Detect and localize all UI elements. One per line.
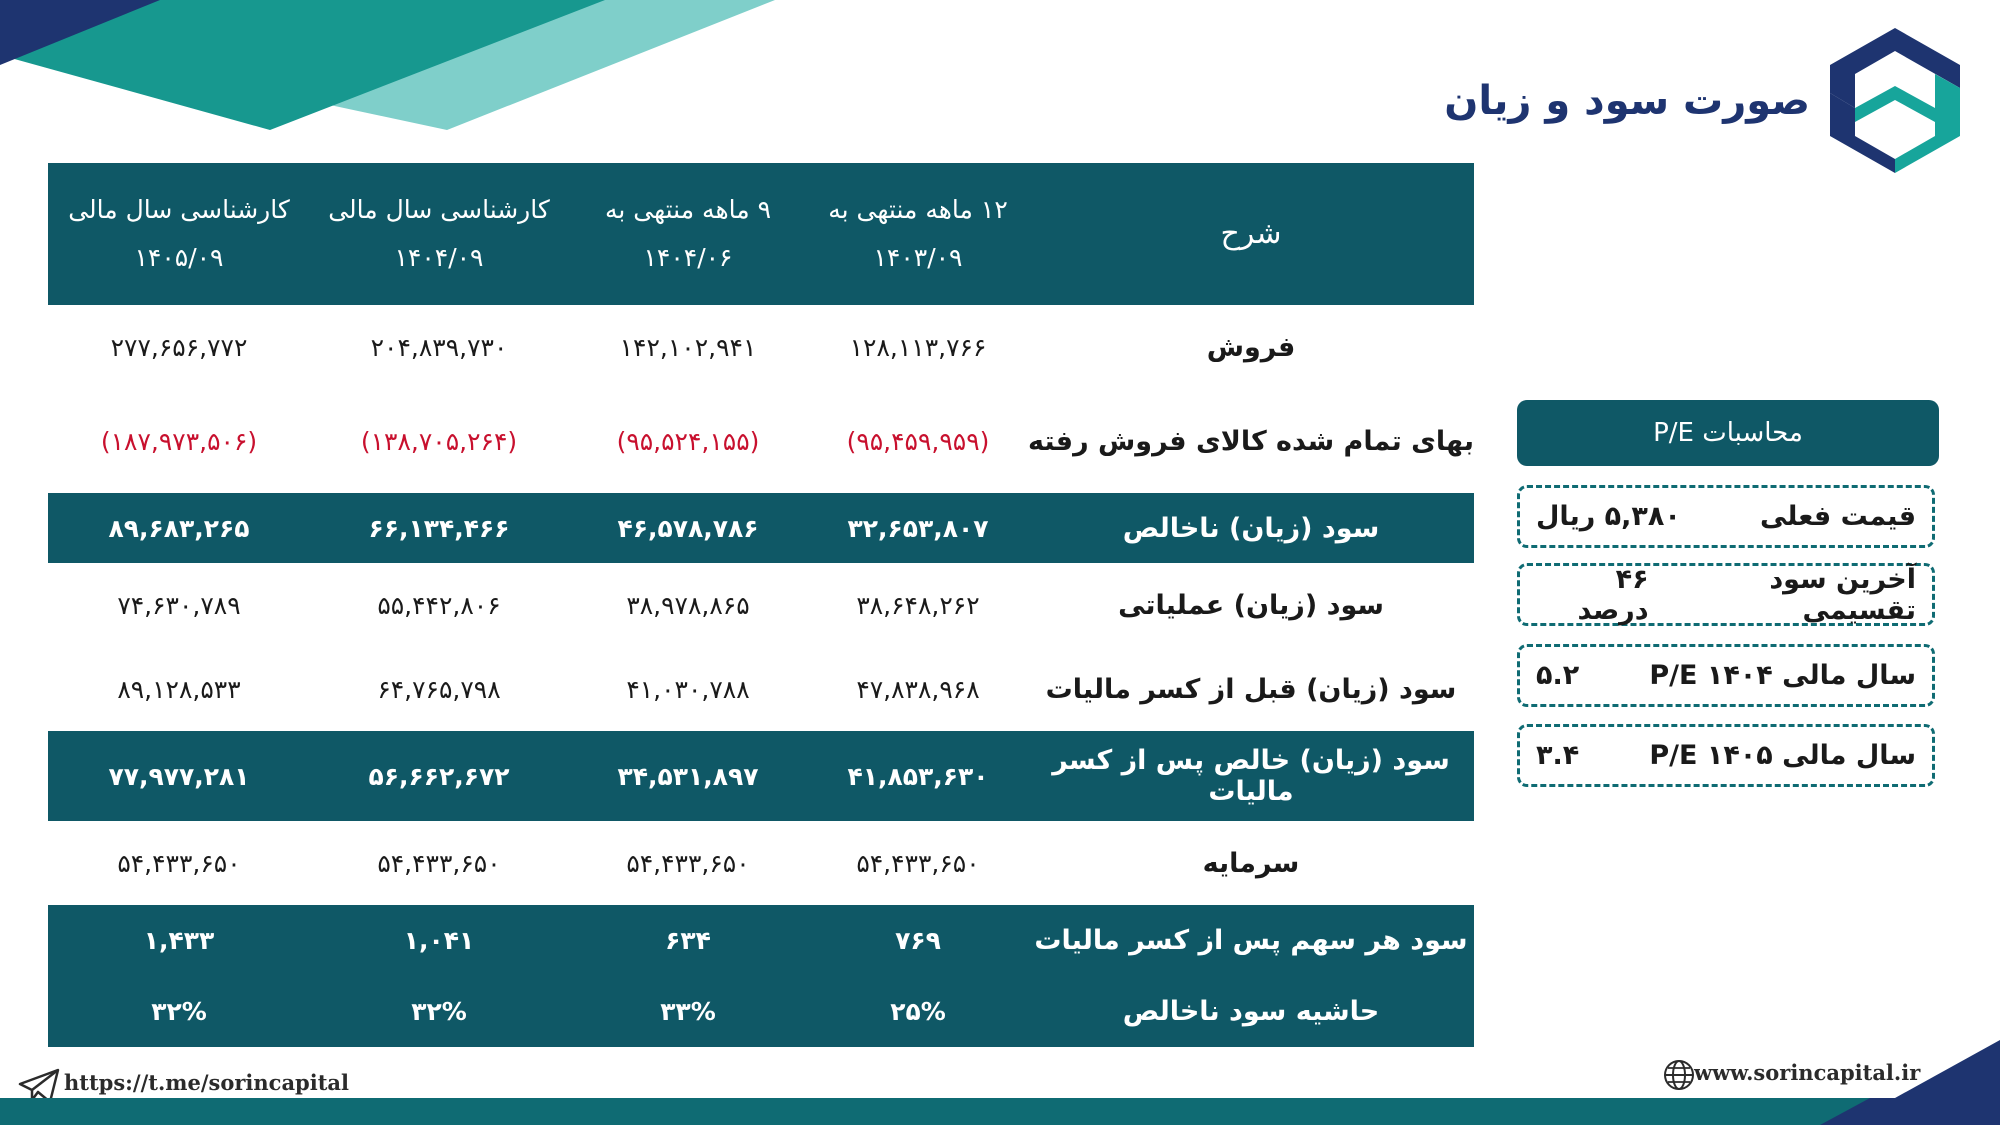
column-header-title: ۹ ماهه منتهی به	[604, 195, 772, 224]
column-header	[568, 163, 808, 305]
table-cell: ۳۸,۹۷۸,۸۶۵	[626, 590, 750, 620]
website-link[interactable]: www.sorincapital.ir	[1694, 1060, 1921, 1085]
pe-item	[1517, 644, 1935, 707]
table-cell: ۶۳۴	[568, 905, 808, 975]
table-row	[48, 975, 1474, 1047]
footer-corner-shape	[1850, 1040, 2000, 1098]
pe-item-label: P/E سال مالی ۱۴۰۵	[1649, 740, 1916, 771]
table-cell: ۶۴,۷۶۵,۷۹۸	[377, 674, 501, 704]
pe-item-label: آخرین سود تقسیمی	[1769, 563, 1916, 626]
table-cell: ۴۱,۸۵۳,۶۳۰	[808, 731, 1028, 821]
table-cell: ۳۸,۶۴۸,۲۶۲	[856, 590, 980, 620]
table-cell: ۷۴,۶۳۰,۷۸۹	[117, 590, 241, 620]
table-cell: ۵۴,۴۳۳,۶۵۰	[626, 848, 750, 878]
row-label: حاشیه سود ناخالص	[1028, 975, 1474, 1047]
decorative-header-shapes	[0, 0, 800, 140]
column-header	[310, 163, 568, 305]
logo-icon	[1830, 28, 1960, 173]
table-cell: ۲۰۴,۸۳۹,۷۳۰	[370, 332, 508, 362]
table-cell: ۵۴,۴۳۳,۶۵۰	[377, 848, 501, 878]
pe-item	[1517, 724, 1935, 787]
row-label: سود (زیان) خالص پس از کسر مالیات	[1028, 731, 1474, 821]
row-label: فروش	[1206, 331, 1296, 363]
table-cell: ۸۹,۱۲۸,۵۳۳	[117, 674, 241, 704]
table-cell: ۱,۰۴۱	[310, 905, 568, 975]
table-cell: (۱۳۸,۷۰۵,۲۶۴)	[360, 426, 518, 456]
table-row	[48, 647, 1474, 731]
table-cell: ۷۷,۹۷۷,۲۸۱	[48, 731, 310, 821]
table-cell: ۶۶,۱۳۴,۴۶۶	[310, 493, 568, 563]
globe-icon	[1663, 1059, 1695, 1091]
column-header	[48, 163, 310, 305]
table-row	[48, 305, 1474, 389]
table-cell: ۲۵%	[808, 975, 1028, 1047]
row-label: سود هر سهم پس از کسر مالیات	[1028, 905, 1474, 975]
table-cell: ۴۷,۸۳۸,۹۶۸	[856, 674, 980, 704]
column-header-date: ۱۴۰۴/۰۹	[394, 243, 484, 272]
row-label: بهای تمام شده کالای فروش رفته	[1028, 425, 1474, 457]
column-header-title: کارشناسی سال مالی	[328, 195, 550, 224]
pe-item-value: ۴۶ درصد	[1577, 563, 1649, 626]
table-cell: ۳۲%	[48, 975, 310, 1047]
pe-item-value: ۵.۲	[1536, 660, 1580, 691]
pe-item	[1517, 485, 1935, 548]
column-header-title: ۱۲ ماهه منتهی به	[828, 195, 1008, 224]
telegram-link[interactable]: https://t.me/sorincapital	[64, 1070, 350, 1095]
table-cell: ۳۲,۶۵۳,۸۰۷	[808, 493, 1028, 563]
row-label: سرمایه	[1202, 847, 1300, 879]
income-statement-table	[48, 163, 1474, 1047]
table-cell: ۱۴۲,۱۰۲,۹۴۱	[619, 332, 757, 362]
table-cell: (۹۵,۵۲۴,۱۵۵)	[616, 426, 760, 456]
table-cell: ۵۴,۴۳۳,۶۵۰	[117, 848, 241, 878]
pe-item-value: ۳.۴	[1536, 740, 1580, 771]
table-cell: ۷۶۹	[808, 905, 1028, 975]
row-label: سود (زیان) ناخالص	[1028, 493, 1474, 563]
table-cell: ۴۱,۰۳۰,۷۸۸	[626, 674, 750, 704]
table-cell: ۸۹,۶۸۳,۲۶۵	[48, 493, 310, 563]
table-cell: ۲۷۷,۶۵۶,۷۷۲	[110, 332, 248, 362]
column-header	[808, 163, 1028, 305]
table-cell: ۵۶,۶۶۲,۶۷۲	[310, 731, 568, 821]
row-label: سود (زیان) قبل از کسر مالیات	[1045, 673, 1457, 705]
table-cell: (۱۸۷,۹۷۳,۵۰۶)	[100, 426, 258, 456]
table-row	[48, 905, 1474, 975]
table-cell: (۹۵,۴۵۹,۹۵۹)	[846, 426, 990, 456]
pe-item-label: قیمت فعلی	[1759, 501, 1916, 532]
table-cell: ۱,۴۳۳	[48, 905, 310, 975]
table-cell: ۳۴,۵۳۱,۸۹۷	[568, 731, 808, 821]
column-header-title: شرح	[1220, 216, 1282, 251]
table-header-row	[48, 163, 1474, 305]
table-row	[48, 731, 1474, 821]
column-header	[1028, 163, 1474, 305]
pe-item-value: ۵,۳۸۰ ریال	[1536, 501, 1681, 532]
page-title: صورت سود و زیان	[1444, 78, 1810, 124]
column-header-date: ۱۴۰۴/۰۶	[643, 243, 733, 272]
table-cell: ۳۳%	[568, 975, 808, 1047]
column-header-date: ۱۴۰۳/۰۹	[873, 243, 963, 272]
pe-panel-title: محاسبات P/E	[1517, 400, 1939, 466]
table-row	[48, 821, 1474, 905]
table-row	[48, 563, 1474, 647]
column-header-title: کارشناسی سال مالی	[68, 195, 290, 224]
table-row	[48, 389, 1474, 493]
row-label: سود (زیان) عملیاتی	[1118, 589, 1384, 621]
pe-item-label: P/E سال مالی ۱۴۰۴	[1649, 660, 1916, 691]
column-header-date: ۱۴۰۵/۰۹	[134, 243, 224, 272]
footer-decorative-bar	[0, 1098, 2000, 1125]
table-cell: ۴۶,۵۷۸,۷۸۶	[568, 493, 808, 563]
table-cell: ۱۲۸,۱۱۳,۷۶۶	[849, 332, 987, 362]
table-cell: ۵۴,۴۳۳,۶۵۰	[856, 848, 980, 878]
table-cell: ۳۲%	[310, 975, 568, 1047]
table-cell: ۵۵,۴۴۲,۸۰۶	[377, 590, 501, 620]
table-row	[48, 493, 1474, 563]
pe-item	[1517, 563, 1935, 626]
